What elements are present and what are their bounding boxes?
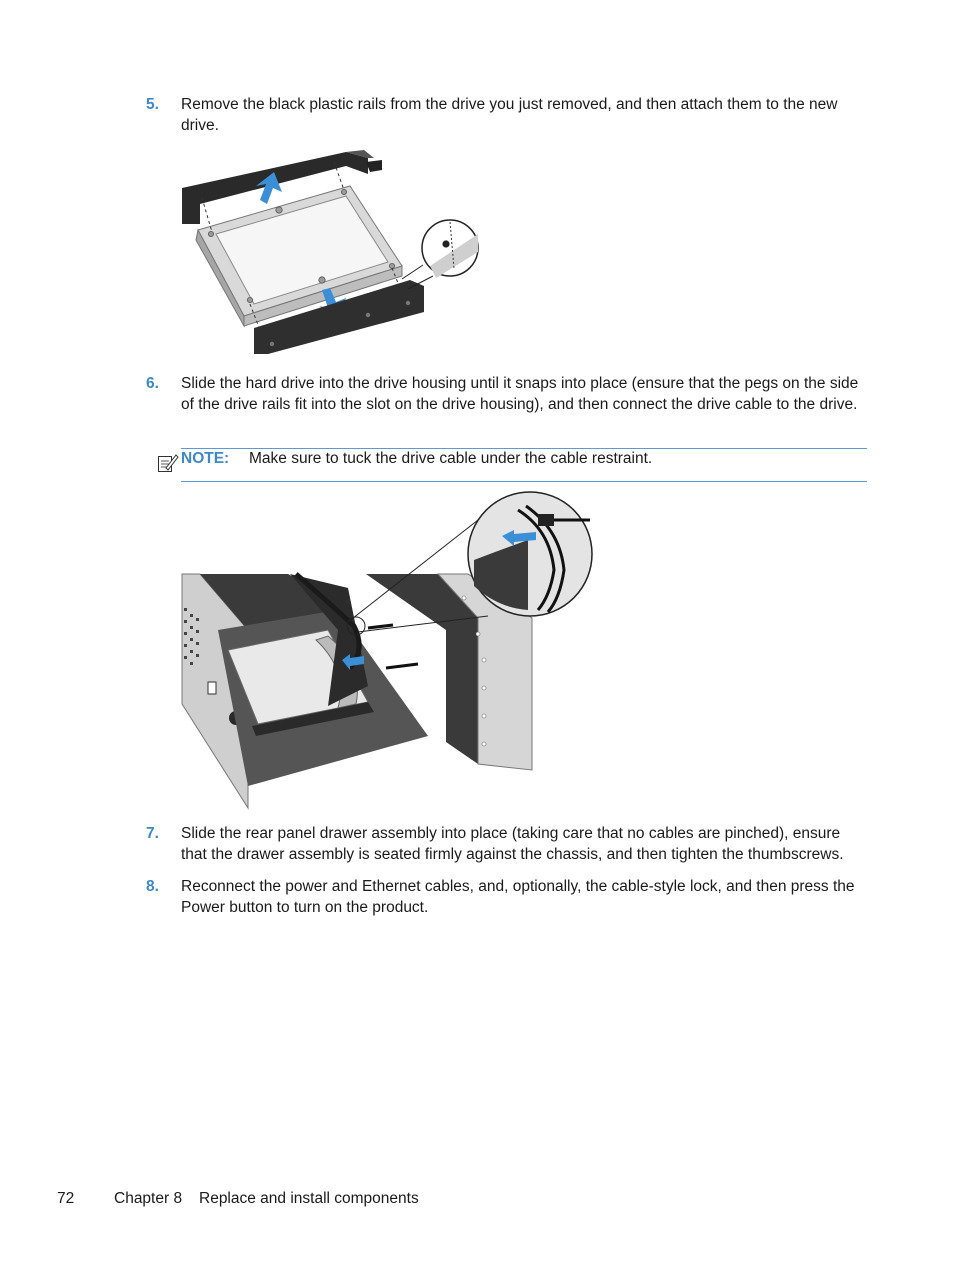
step-text: Reconnect the power and Ethernet cables, and, optionally, the cable-style lock, and then press the Power button to turn on the product. [181, 878, 855, 916]
step-number: 5. [146, 96, 159, 113]
step-number: 6. [146, 375, 159, 392]
step-text: Slide the rear panel drawer assembly into place (taking care that no cables are pinched), ensure that the drawer assembly is seated firmly against the chassis, and then tighten the thumbscrews. [181, 825, 844, 863]
note-text: Make sure to tuck the drive cable under the cable restraint. [249, 450, 653, 467]
drive-rails-illustration [178, 148, 483, 360]
step-number: 8. [146, 878, 159, 895]
footer-chapter: Chapter 8 [114, 1190, 183, 1207]
step-6 [146, 373, 870, 415]
footer-chapter-title: Replace and install components [199, 1190, 419, 1207]
step-5 [146, 94, 870, 136]
note-label: NOTE: [181, 450, 230, 467]
step-number: 7. [146, 825, 159, 842]
drive-housing-cable-illustration [178, 490, 598, 810]
note-box [181, 448, 867, 482]
step-7 [146, 823, 870, 865]
step-8 [146, 876, 870, 918]
step-text: Slide the hard drive into the drive housing until it snaps into place (ensure that the pegs on the side of the drive rails fit into the slot on the drive housing), and then connect the drive cable to the drive. [181, 375, 859, 413]
page-number: 72 [57, 1190, 75, 1207]
step-text: Remove the black plastic rails from the drive you just removed, and then attach them to the new drive. [181, 96, 838, 134]
note-pencil-icon [157, 452, 179, 474]
